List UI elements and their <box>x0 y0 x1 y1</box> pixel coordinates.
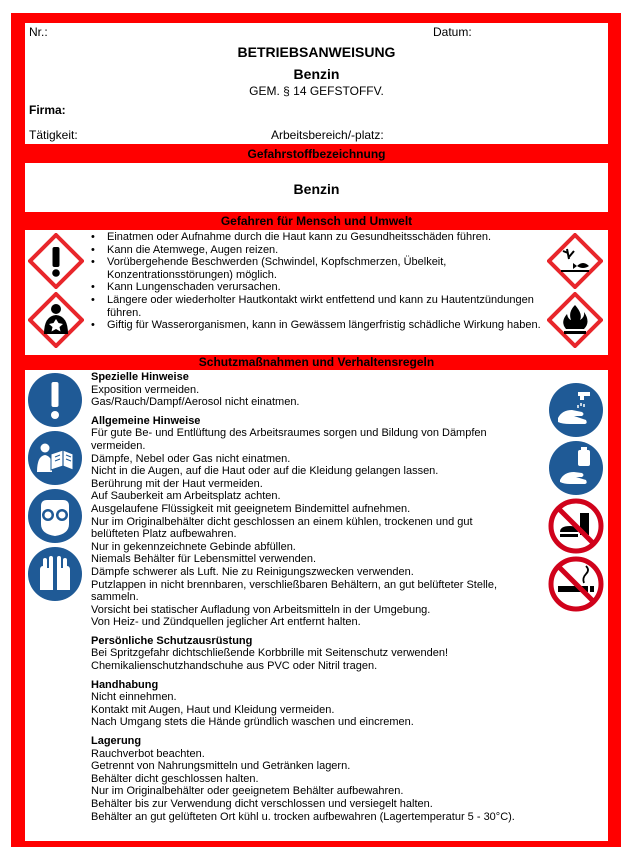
section-title: Persönliche Schutzausrüstung <box>91 634 253 647</box>
measure-section-general <box>91 415 546 629</box>
measure-section-special <box>91 371 546 409</box>
measure-line: Rauchverbot beachten. <box>91 747 205 760</box>
substance-title: Benzin <box>293 66 340 82</box>
measure-line: vermeiden. <box>91 439 146 452</box>
measure-line: Nicht einnehmen. <box>91 691 177 704</box>
gefahrstoff-band: Gefahrstoffbezeichnung <box>247 147 386 161</box>
gefahren-panel <box>25 230 608 355</box>
page-title: BETRIEBSANWEISUNG <box>237 44 396 60</box>
no-food-drink-icon <box>548 498 604 554</box>
measure-line: Nur im Originalbehälter oder geeignetem Behälter aufbewahren. <box>91 785 404 798</box>
skin-protection-icon <box>548 440 604 496</box>
measure-line: Behälter an gut gelüfteten Ort kühl u. trocken aufbewahren (Lagertemperatur 5 - 30°C). <box>91 810 515 823</box>
gefahrstoff-name: Benzin <box>293 181 340 197</box>
gefahrstoff-panel <box>25 163 608 212</box>
taetigkeit-label: Tätigkeit: <box>29 128 78 142</box>
datum-label: Datum: <box>433 25 472 39</box>
measure-line: Dämpfe, Nebel oder Gas nicht einatmen. <box>91 452 291 465</box>
measure-section-storage <box>91 735 546 823</box>
measure-line: Nur in gekennzeichnete Gebinde abfüllen. <box>91 540 296 553</box>
wear-goggles-icon <box>27 488 83 544</box>
measure-line: Getrennt von Nahrungsmitteln und Getränken lagern. <box>91 760 351 773</box>
measure-line: Nur im Originalbehälter dicht geschlossen an einem kühlen, trockenen und gut <box>91 515 473 528</box>
measure-line: Für gute Be- und Entlüftung des Arbeitsraumes sorgen und Bildung von Dämpfen <box>91 427 487 440</box>
gefahren-band: Gefahren für Mensch und Umwelt <box>220 214 413 228</box>
hazard-item: • Kann die Atemwege, Augen reizen. <box>87 244 542 257</box>
read-instructions-icon <box>27 430 83 486</box>
measure-line: Niemals Behälter für Lebensmittel verwenden. <box>91 553 317 566</box>
ghs-exclamation-icon <box>28 233 84 289</box>
schutz-panel <box>25 370 608 841</box>
measure-line: Nach Umgang stets die Hände gründlich waschen und eincremen. <box>91 716 414 729</box>
no-smoking-icon <box>548 556 604 612</box>
general-mandatory-icon <box>27 372 83 428</box>
measures-container <box>91 371 546 823</box>
measure-line: Nicht in die Augen, auf die Haut oder auf die Kleidung gelangen lassen. <box>91 465 439 478</box>
measure-line: Vorsicht bei statischer Aufladung von Arbeitsmitteln in der Umgebung. <box>91 603 431 616</box>
measure-section-handling <box>91 679 546 729</box>
hazard-item: • Giftig für Wasserorganismen, kann in Gewässem längerfristig schädliche Wirkung haben. <box>87 319 542 332</box>
ghs-environment-icon <box>547 233 603 289</box>
measure-line: Dämpfe schwerer als Luft. Nie zu Reinigungszwecken verwenden. <box>91 565 414 578</box>
regulation: GEM. § 14 GEFSTOFFV. <box>249 84 384 98</box>
measure-section-ppe <box>91 635 546 673</box>
measure-line: Behälter bis zur Verwendung dicht verschlossen und versiegelt halten. <box>91 798 433 810</box>
arbeitsbereich-label: Arbeitsbereich/-platz: <box>271 128 384 142</box>
measure-line: Gas/Rauch/Dampf/Aerosol nicht einatmen. <box>91 396 300 409</box>
header-panel <box>25 23 608 144</box>
measure-line: belüfteten Platz aufbewahren. <box>91 528 237 541</box>
ghs-health-hazard-icon <box>28 292 84 348</box>
section-title: Handhabung <box>91 678 159 691</box>
measure-line: Putzlappen in nicht brennbaren, verschließbaren Behältern, an gut belüfteter Stelle, <box>91 578 498 591</box>
measure-line: Berührung mit der Haut vermeiden. <box>91 477 263 490</box>
hazard-item: • Vorübergehende Beschwerden (Schwindel, Kopfschmerzen, Übelkeit, Konzentrationsstörungen) möglich. <box>87 256 542 281</box>
section-title: Allgemeine Hinweise <box>91 414 201 427</box>
measure-line: sammeln. <box>91 591 139 604</box>
hazard-item: • Längere oder wiederholter Hautkontakt wirkt entfettend und kann zu Hautentzündungen führen. <box>87 294 542 319</box>
schutz-band: Schutzmaßnahmen und Verhaltensregeln <box>198 355 435 369</box>
wear-gloves-icon <box>27 546 83 602</box>
hazard-item: • Einatmen oder Aufnahme durch die Haut kann zu Gesundheitsschäden führen. <box>87 231 542 244</box>
section-title: Spezielle Hinweise <box>91 371 189 383</box>
hazard-item: • Kann Lungenschaden verursachen. <box>87 281 542 294</box>
measure-line: Ausgelaufene Flüssigkeit mit geeignetem Bindemittel aufnehmen. <box>91 502 411 515</box>
measure-line: Von Heiz- und Zündquellen jeglicher Art entfernt halten. <box>91 616 361 629</box>
measure-line: Chemikalienschutzhandschuhe aus PVC oder Nitril tragen. <box>91 660 378 673</box>
hazard-list <box>87 231 542 332</box>
measure-line: Behälter dicht geschlossen halten. <box>91 772 259 785</box>
wash-hands-icon <box>548 382 604 438</box>
hazard-list-container <box>87 231 542 332</box>
measure-line: Exposition vermeiden. <box>91 383 200 396</box>
measure-line: Kontakt mit Augen, Haut und Kleidung vermeiden. <box>91 703 335 716</box>
nr-label: Nr.: <box>29 25 48 39</box>
measure-line: Bei Spritzgefahr dichtschließende Korbbrille mit Seitenschutz verwenden! <box>91 647 449 660</box>
section-title: Lagerung <box>91 735 142 748</box>
ghs-flame-icon <box>547 292 603 348</box>
measure-line: Auf Sauberkeit am Arbeitsplatz achten. <box>91 490 281 503</box>
frame <box>11 13 621 847</box>
firma-label: Firma: <box>29 103 66 117</box>
